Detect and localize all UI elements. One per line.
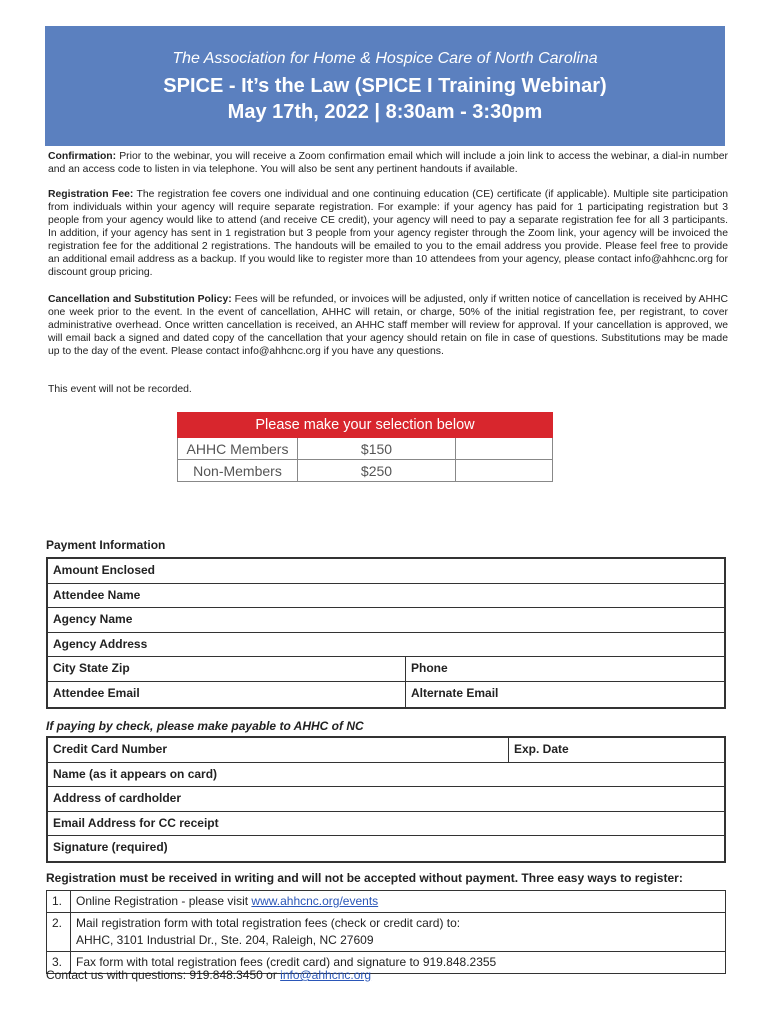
attendee-name-field[interactable]: Attendee Name xyxy=(53,587,141,602)
attendee-email-field[interactable]: Attendee Email xyxy=(53,685,140,700)
selection-table xyxy=(177,412,553,482)
members-label: AHHC Members xyxy=(178,438,298,460)
event-date: May 17th, 2022 | 8:30am - 3:30pm xyxy=(227,101,543,123)
mail-address: AHHC, 3101 Industrial Dr., Ste. 204, Raleigh, NC 27609 xyxy=(76,933,374,947)
cancellation-text: Fees will be refunded, or invoices will be adjusted, only if written notice of cancellation is received by AHHC one week prior to the event. In the event of cancellation, AHHC will retain, or charge, 50% of the initial registration fee, per registrant, to cover administrative overhead. Once written cancellation is received, an AHHC staff member will review for approval. If your cancellation is approved, we will email back a signed and dated copy of the cancellation that your agency should retain on file in case of questions. Substitutions may be made up to the day of the event. Please contact info@ahhcnc.org if you have any questions. xyxy=(48,294,728,357)
credit-card-number-field[interactable]: Credit Card Number xyxy=(53,742,168,756)
registration-fee-text: The registration fee covers one individual and one continuing education (CE) certificate (if applicable). Multiple site participation from individuals within your agency will require separate registration. For example: if your agency has paid for 1 participating registration but 3 people from your agency would like to attend (and receive CE credit), your agency will need to pay a separate registration fee for all 3 participants. In addition, if your agency has sent in 1 registration but 3 people from your agency register through the Zoom link, your agency will be invoiced the registration fee for the additional 2 registrations. The handouts will be emailed to you to the email address you provide. Please feel free to provide an additional email address as a backup. If you would like to register more than 10 attendees from your agency, please contact info@ahhcnc.org for discount group pricing. xyxy=(48,189,728,278)
agency-name-field[interactable]: Agency Name xyxy=(53,612,133,627)
cardholder-address-field[interactable]: Address of cardholder xyxy=(53,791,182,806)
registration-fee-paragraph xyxy=(48,188,728,279)
option-number: 2. xyxy=(47,913,71,952)
nonmembers-label: Non-Members xyxy=(178,460,298,482)
payment-heading: Payment Information xyxy=(46,538,166,552)
nonmembers-price: $250 xyxy=(298,460,456,482)
option-number: 3. xyxy=(47,952,71,974)
cancellation-paragraph xyxy=(48,293,728,358)
registration-fee-label: Registration Fee: xyxy=(48,189,134,200)
not-recorded-note: This event will not be recorded. xyxy=(48,384,192,395)
registration-option-mail xyxy=(47,913,726,952)
phone-field[interactable]: Phone xyxy=(405,657,724,681)
agency-address-field[interactable]: Agency Address xyxy=(53,636,148,651)
events-link[interactable]: www.ahhcnc.org/events xyxy=(251,894,379,908)
amount-enclosed-field[interactable]: Amount Enclosed xyxy=(53,563,156,577)
selection-heading: Please make your selection below xyxy=(178,413,553,438)
registration-heading: Registration must be received in writing and will not be accepted without payment. Three easy ways to register: xyxy=(46,871,683,885)
contact-email-link[interactable]: info@ahhcnc.org xyxy=(280,968,372,982)
cc-receipt-email-field[interactable]: Email Address for CC receipt xyxy=(53,815,219,830)
event-title: SPICE - It’s the Law (SPICE I Training Webinar) xyxy=(163,75,607,97)
contact-line xyxy=(46,968,371,982)
alternate-email-field[interactable]: Alternate Email xyxy=(405,682,724,707)
selection-row-nonmembers xyxy=(178,460,553,482)
registration-option-online xyxy=(47,891,726,913)
members-select-cell[interactable] xyxy=(456,438,553,460)
selection-row-members xyxy=(178,438,553,460)
nonmembers-select-cell[interactable] xyxy=(456,460,553,482)
signature-field[interactable]: Signature (required) xyxy=(53,840,168,855)
members-price: $150 xyxy=(298,438,456,460)
mail-registration-text: Mail registration form with total registration fees (check or credit card) to: xyxy=(76,916,461,930)
payment-form xyxy=(46,557,726,709)
association-name: The Association for Home & Hospice Care of North Carolina xyxy=(172,50,598,67)
confirmation-paragraph xyxy=(48,150,728,176)
city-state-zip-field[interactable]: City State Zip xyxy=(53,661,130,676)
name-on-card-field[interactable]: Name (as it appears on card) xyxy=(53,766,218,781)
confirmation-label: Confirmation: xyxy=(48,151,117,162)
fax-registration-text: Fax form with total registration fees (credit card) and signature to 919.848.2355 xyxy=(71,952,726,974)
credit-card-form xyxy=(46,736,726,863)
option-number: 1. xyxy=(47,891,71,913)
exp-date-field[interactable]: Exp. Date xyxy=(508,738,724,762)
check-payable-note: If paying by check, please make payable to AHHC of NC xyxy=(46,719,364,733)
header-banner xyxy=(45,26,725,146)
contact-text: Contact us with questions: 919.848.3450 or xyxy=(46,968,281,982)
registration-options xyxy=(46,890,726,974)
online-registration-text: Online Registration - please visit xyxy=(76,894,252,908)
confirmation-text: Prior to the webinar, you will receive a Zoom confirmation email which will include a join link to access the webinar, a dial-in number and an access code to listen in via telephone. You will also be sent any pertinent handouts if available. xyxy=(48,151,728,175)
cancellation-label: Cancellation and Substitution Policy: xyxy=(48,294,232,305)
